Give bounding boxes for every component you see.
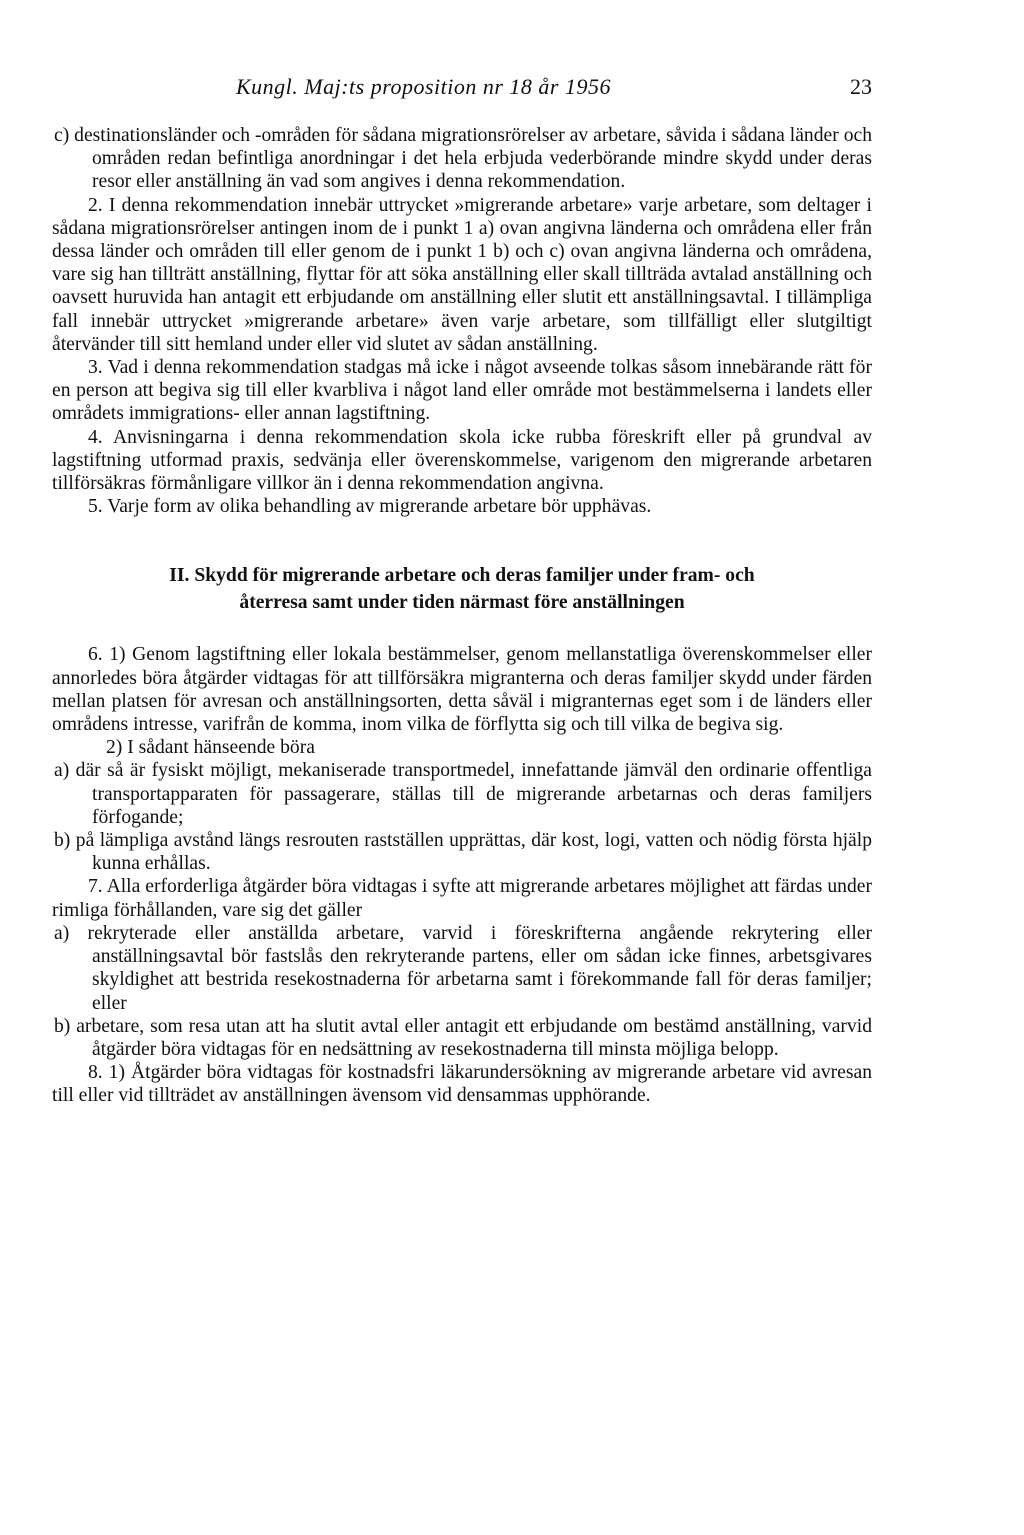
paragraph-6-2a: a) där så är fysiskt möjligt, mekaniserade transportmedel, innefattande jämväl den ordinarie offentliga transportapparaten för passagerare, ställas till de migrerande arbetarnas och deras familjers förfogande;: [54, 760, 872, 828]
section-heading-ii: [52, 562, 872, 616]
document-body: [52, 124, 872, 1108]
section-heading-line-2: återresa samt under tiden närmast före anställningen: [239, 592, 685, 614]
page-header: [0, 74, 1024, 104]
paragraph-6-2: 2) I sådant hänseende böra: [106, 737, 315, 759]
paragraph-7a: a) rekryterade eller anställda arbetare, varvid i föreskrifterna angående rekrytering eller anställningsavtal bör fastslås den rekryterande partens, eller om sådan icke finnes, arbetsgivares skyldighet att bestrida resekostnaderna för arbetarna samt i förekommande fall för deras familjer; eller: [54, 922, 872, 1014]
paragraph-2: 2. I denna rekommendation innebär uttrycket »migrerande arbetare» varje arbetare, som deltager i sådana migrationsrörelser antingen inom de i punkt 1 a) ovan angivna länderna och områdena eller från dessa länder och områden till eller genom de i punkt 1 b) och c) ovan angivna länderna och områdena, vare sig han tillträtt anställning, flyttar för att söka anställning eller skall tillträda avtalad anställning och oavsett huruvida han antagit ett erbjudande om anställning eller slutit ett anställningsavtal. I tillämpliga fall innebär uttrycket »migrerande arbetare» även varje arbetare, som tillfälligt eller slutgiltigt återvänder till sitt hemland under eller vid slutet av sådan anställning.: [52, 194, 872, 355]
paragraph-6-2b: b) på lämpliga avstånd längs resrouten rastställen upprättas, där kost, logi, vatten och nödig första hjälp kunna erhållas.: [54, 830, 872, 875]
paragraph-7b: b) arbetare, som resa utan att ha slutit avtal eller antagit ett erbjudande om bestämd anställning, varvid åtgärder böra vidtagas för en nedsättning av resekostnaderna till minsta möjliga belopp.: [54, 1015, 872, 1060]
page-number: 23: [850, 74, 872, 99]
paragraph-1c: c) destinationsländer och -områden för sådana migrationsrörelser av arbetare, såvida i sådana länder och områden redan befintliga anordningar i det hela erbjuda vederbörande mindre skydd under deras resor eller anställning än vad som angives i denna rekommendation.: [54, 125, 872, 193]
paragraph-5: 5. Varje form av olika behandling av migrerande arbetare bör upphävas.: [88, 496, 652, 518]
section-heading-line-1: II. Skydd för migrerande arbetare och deras familjer under fram- och: [169, 565, 755, 587]
paragraph-4: 4. Anvisningarna i denna rekommendation skola icke rubba föreskrift eller på grundval av lagstiftning utformad praxis, sedvänja eller överenskommelse, varigenom den migrerande arbetaren tillförsäkras förmånligare villkor än i denna rekommendation angivna.: [52, 426, 872, 495]
paragraph-6-1: 6. 1) Genom lagstiftning eller lokala bestämmelser, genom mellanstatliga överenskommelser eller annorledes böra åtgärder vidtagas för att tillförsäkra migranterna och deras familjer skydd under färden mellan platsen för avresan och anställningsorten, detta såväl i migranternas eget som i de länders eller områdens intresse, varifrån de komma, inom vilka de förflytta sig och till vilka de begiva sig.: [52, 644, 872, 736]
running-title: Kungl. Maj:ts proposition nr 18 år 1956: [236, 74, 611, 99]
paragraph-8-1: 8. 1) Åtgärder böra vidtagas för kostnadsfri läkarundersökning av migrerande arbetare vid avresan till eller vid tillträdet av anställningen ävensom vid densammas upphörande.: [52, 1062, 872, 1107]
paragraph-3: 3. Vad i denna rekommendation stadgas må icke i något avseende tolkas såsom innebärande rätt för en person att begiva sig till eller kvarbliva i något land eller område mot bestämmelserna i landets eller områdets immigrations- eller annan lagstiftning.: [52, 357, 872, 425]
paragraph-7: 7. Alla erforderliga åtgärder böra vidtagas i syfte att migrerande arbetares möjlighet att färdas under rimliga förhållanden, vare sig det gäller: [52, 876, 872, 921]
